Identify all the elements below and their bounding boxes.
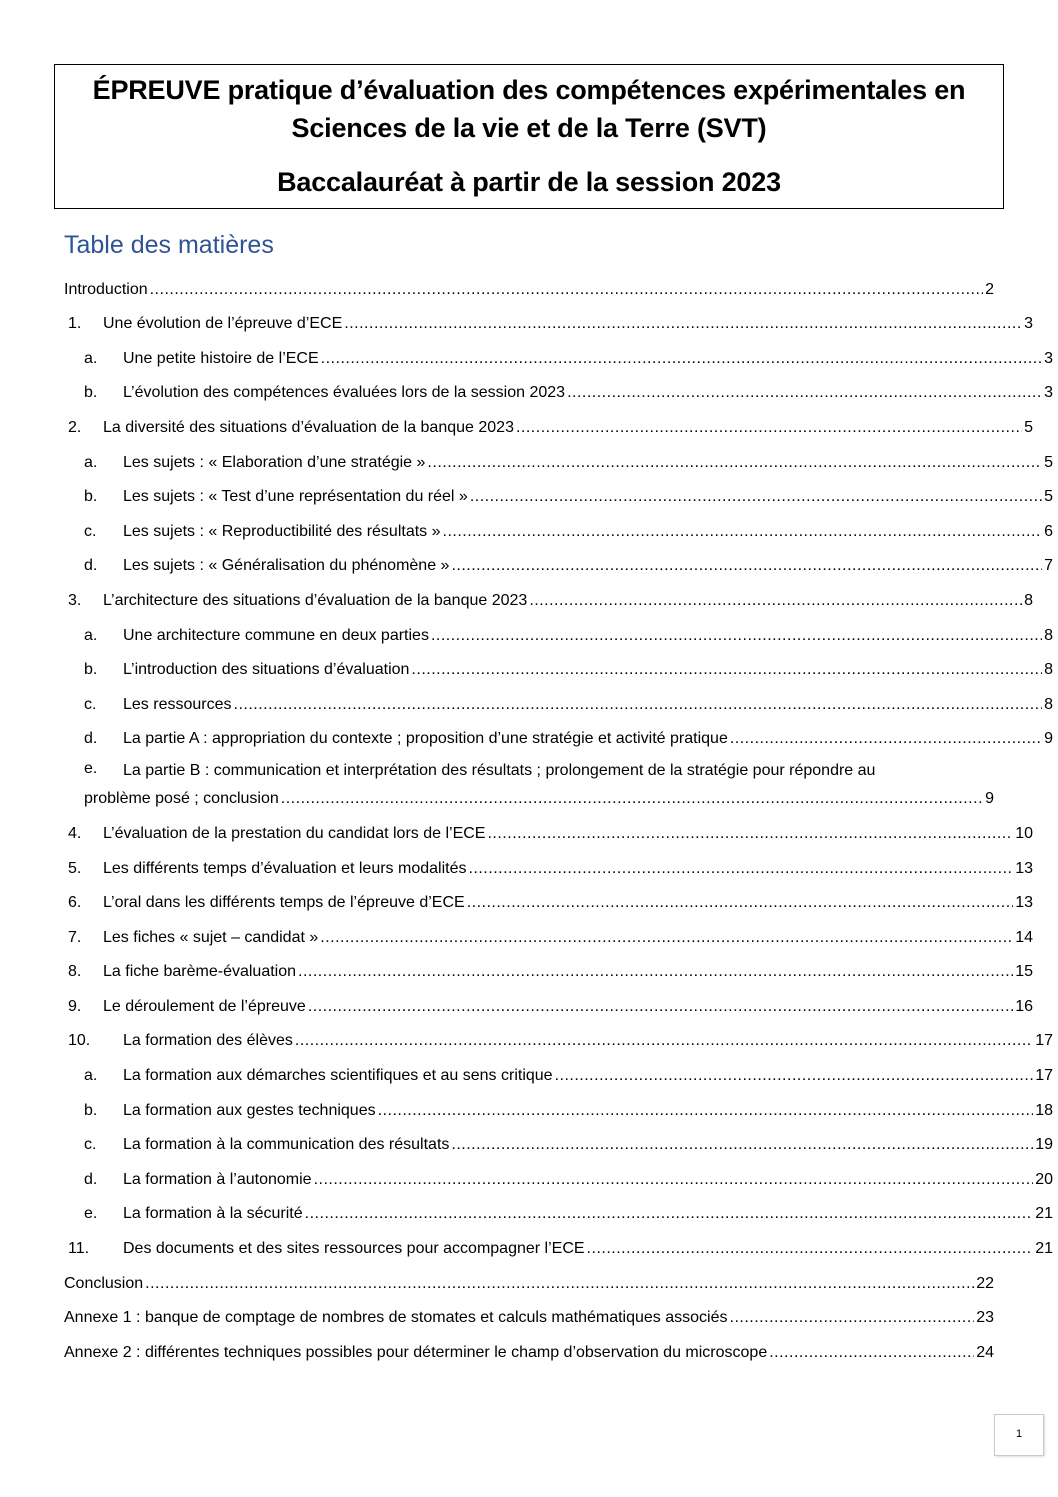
toc-leader-dots bbox=[730, 1309, 975, 1327]
toc-entry-number: 2. bbox=[68, 418, 82, 436]
toc-entry-page: 14 bbox=[1015, 928, 1033, 946]
toc-entry[interactable] bbox=[64, 439, 1053, 474]
toc-entry-number: d. bbox=[84, 730, 98, 748]
toc-entry[interactable] bbox=[64, 1329, 994, 1364]
toc-entry-page: 9 bbox=[1044, 730, 1053, 748]
toc-entry-label: Annexe 1 : banque de comptage de nombres de stomates et calculs mathématiques associés bbox=[64, 1309, 728, 1327]
toc-leader-dots bbox=[470, 488, 1042, 506]
toc-entry-page: 21 bbox=[1035, 1240, 1053, 1258]
toc-entry-number: 3. bbox=[68, 591, 82, 609]
toc-entry[interactable] bbox=[64, 577, 1033, 612]
toc-entry-page: 15 bbox=[1015, 963, 1033, 981]
toc-entry-label: Une architecture commune en deux parties bbox=[123, 626, 429, 644]
toc-leader-dots bbox=[516, 419, 1022, 437]
toc-entry-label: Les ressources bbox=[123, 695, 232, 713]
toc-entry-page: 16 bbox=[1015, 997, 1033, 1015]
toc-entry-label: Les différents temps d’évaluation et leurs modalités bbox=[103, 859, 467, 877]
toc-leader-dots bbox=[468, 860, 1013, 878]
toc-leader-dots bbox=[344, 315, 1022, 333]
toc-entry[interactable] bbox=[64, 647, 1053, 682]
toc-leader-dots bbox=[281, 790, 983, 808]
toc-leader-dots bbox=[234, 696, 1043, 714]
toc-entry-label: L’architecture des situations d’évaluation de la banque 2023 bbox=[103, 591, 528, 609]
toc-entry[interactable] bbox=[64, 508, 1053, 543]
toc-entry[interactable] bbox=[64, 1052, 1053, 1087]
toc-entry-number: 4. bbox=[68, 824, 82, 842]
toc-entry-label: Conclusion bbox=[64, 1274, 144, 1292]
toc-entry-number: c. bbox=[84, 1136, 97, 1154]
toc-entry-label: La fiche barème-évaluation bbox=[103, 963, 297, 981]
toc-entry-page: 9 bbox=[985, 790, 994, 808]
toc-leader-dots bbox=[769, 1344, 974, 1362]
toc-entry-page: 18 bbox=[1035, 1101, 1053, 1119]
toc-entry-number: a. bbox=[84, 349, 98, 367]
toc-entry[interactable] bbox=[64, 370, 1053, 405]
toc-entry-number: e. bbox=[84, 760, 98, 778]
title-line-2: Sciences de la vie et de la Terre (SVT) bbox=[291, 113, 767, 143]
toc-entry-label: Les sujets : « Reproductibilité des résultats » bbox=[123, 522, 441, 540]
toc-entry-label: Les sujets : « Test d’une représentation du réel » bbox=[123, 488, 468, 506]
toc-entry-page: 20 bbox=[1035, 1170, 1053, 1188]
toc-leader-dots bbox=[587, 1240, 1034, 1258]
toc-entry[interactable] bbox=[64, 983, 1033, 1018]
toc-entry-number: d. bbox=[84, 1170, 98, 1188]
toc-entry-number: 9. bbox=[68, 997, 82, 1015]
title-line-1: ÉPREUVE pratique d’évaluation des compétences expérimentales en bbox=[92, 75, 966, 105]
toc-leader-dots bbox=[295, 1032, 1033, 1050]
toc-entry-page: 5 bbox=[1044, 488, 1053, 506]
toc-entry-label-continued: problème posé ; conclusion bbox=[84, 790, 279, 808]
toc-entry-label: La formation à la sécurité bbox=[123, 1205, 303, 1223]
toc-entry-label: L’évaluation de la prestation du candidat lors de l’ECE bbox=[103, 824, 486, 842]
table-of-contents bbox=[64, 266, 1053, 1364]
toc-leader-dots bbox=[730, 730, 1042, 748]
toc-entry-number: 6. bbox=[68, 894, 82, 912]
toc-entry-page: 5 bbox=[1044, 453, 1053, 471]
toc-entry-page: 6 bbox=[1044, 522, 1053, 540]
toc-leader-dots bbox=[305, 1205, 1034, 1223]
toc-entry-page: 5 bbox=[1024, 418, 1033, 436]
toc-entry-label: La formation à l’autonomie bbox=[123, 1170, 312, 1188]
toc-entry-label: Le déroulement de l’épreuve bbox=[103, 997, 306, 1015]
toc-entry[interactable] bbox=[64, 1295, 994, 1330]
toc-leader-dots bbox=[320, 929, 1013, 947]
toc-entry-page: 8 bbox=[1024, 591, 1033, 609]
toc-leader-dots bbox=[431, 627, 1042, 645]
toc-leader-dots bbox=[378, 1102, 1034, 1120]
toc-entry-label: Annexe 2 : différentes techniques possibles pour déterminer le champ d’observation du microscope bbox=[64, 1343, 768, 1361]
toc-entry-label: Les sujets : « Elaboration d’une stratégie » bbox=[123, 453, 426, 471]
toc-entry[interactable] bbox=[64, 810, 1033, 845]
toc-entry[interactable] bbox=[64, 1122, 1053, 1157]
toc-entry[interactable] bbox=[64, 750, 994, 810]
toc-entry-label: Introduction bbox=[64, 280, 148, 298]
toc-entry-label: La formation aux gestes techniques bbox=[123, 1101, 376, 1119]
toc-leader-dots bbox=[555, 1067, 1034, 1085]
toc-entry-page: 21 bbox=[1035, 1205, 1053, 1223]
toc-entry-page: 17 bbox=[1035, 1032, 1053, 1050]
toc-entry-number: 11. bbox=[68, 1240, 90, 1258]
toc-entry-label: L’oral dans les différents temps de l’épreuve d’ECE bbox=[103, 894, 465, 912]
toc-entry[interactable] bbox=[64, 1018, 1053, 1053]
toc-entry-label: Les sujets : « Généralisation du phénomène » bbox=[123, 557, 450, 575]
toc-entry-label: Les fiches « sujet – candidat » bbox=[103, 928, 319, 946]
toc-entry-label: La diversité des situations d’évaluation de la banque 2023 bbox=[103, 418, 514, 436]
toc-entry-page: 8 bbox=[1044, 626, 1053, 644]
toc-entry-number: b. bbox=[84, 488, 98, 506]
toc-entry-label: Une évolution de l’épreuve d’ECE bbox=[103, 315, 343, 333]
toc-entry-label: Des documents et des sites ressources pour accompagner l’ECE bbox=[123, 1240, 585, 1258]
toc-entry[interactable] bbox=[64, 949, 1033, 984]
toc-entry-page: 22 bbox=[976, 1274, 994, 1292]
toc-entry[interactable] bbox=[64, 335, 1053, 370]
toc-entry[interactable] bbox=[64, 301, 1033, 336]
toc-entry-page: 8 bbox=[1044, 695, 1053, 713]
toc-leader-dots bbox=[451, 557, 1042, 575]
toc-entry-page: 23 bbox=[976, 1309, 994, 1327]
toc-leader-dots bbox=[529, 592, 1022, 610]
toc-entry-label: La partie A : appropriation du contexte ; proposition d’une stratégie et activité pratique bbox=[123, 730, 728, 748]
toc-entry-page: 24 bbox=[976, 1343, 994, 1361]
toc-entry-page: 7 bbox=[1044, 557, 1053, 575]
toc-entry[interactable] bbox=[64, 1191, 1053, 1226]
toc-entry[interactable] bbox=[64, 845, 1033, 880]
toc-entry-page: 17 bbox=[1035, 1067, 1053, 1085]
toc-entry-number: c. bbox=[84, 695, 97, 713]
toc-leader-dots bbox=[443, 523, 1043, 541]
toc-entry-number: a. bbox=[84, 453, 98, 471]
toc-leader-dots bbox=[298, 963, 1013, 981]
toc-entry-number: b. bbox=[84, 384, 98, 402]
toc-entry-page: 10 bbox=[1015, 824, 1033, 842]
toc-entry-number: c. bbox=[84, 522, 97, 540]
toc-entry-label: La formation aux démarches scientifiques et au sens critique bbox=[123, 1067, 553, 1085]
toc-leader-dots bbox=[487, 825, 1013, 843]
toc-entry-label: Une petite histoire de l’ECE bbox=[123, 349, 319, 367]
toc-entry-page: 13 bbox=[1015, 894, 1033, 912]
toc-entry-label: L’introduction des situations d’évaluation bbox=[123, 661, 410, 679]
toc-entry-number: d. bbox=[84, 557, 98, 575]
toc-entry[interactable] bbox=[64, 914, 1033, 949]
toc-entry-number: b. bbox=[84, 661, 98, 679]
toc-leader-dots bbox=[451, 1136, 1033, 1154]
toc-entry-page: 8 bbox=[1044, 661, 1053, 679]
toc-entry[interactable] bbox=[64, 716, 1053, 751]
toc-entry[interactable] bbox=[64, 612, 1053, 647]
toc-leader-dots bbox=[308, 998, 1013, 1016]
toc-entry-number: a. bbox=[84, 626, 98, 644]
toc-entry[interactable] bbox=[64, 880, 1033, 915]
document-title-box bbox=[54, 64, 1004, 209]
toc-entry-number: 7. bbox=[68, 928, 82, 946]
toc-entry[interactable] bbox=[64, 1156, 1053, 1191]
toc-leader-dots bbox=[145, 1275, 974, 1293]
toc-entry[interactable] bbox=[64, 1225, 1053, 1260]
toc-leader-dots bbox=[314, 1171, 1034, 1189]
toc-entry[interactable] bbox=[64, 543, 1053, 578]
toc-entry[interactable] bbox=[64, 1087, 1053, 1122]
toc-leader-dots bbox=[150, 281, 983, 299]
toc-entry[interactable] bbox=[64, 266, 994, 301]
toc-entry-number: e. bbox=[84, 1205, 98, 1223]
toc-entry-page: 19 bbox=[1035, 1136, 1053, 1154]
toc-leader-dots bbox=[567, 384, 1042, 402]
toc-entry-number: 10. bbox=[68, 1032, 91, 1050]
toc-entry-page: 3 bbox=[1044, 349, 1053, 367]
toc-entry-label: La formation des élèves bbox=[123, 1032, 293, 1050]
toc-entry-number: 5. bbox=[68, 859, 82, 877]
toc-entry[interactable] bbox=[64, 474, 1053, 509]
toc-entry[interactable] bbox=[64, 404, 1033, 439]
toc-entry-number: a. bbox=[84, 1067, 98, 1085]
toc-entry-page: 13 bbox=[1015, 859, 1033, 877]
toc-entry-number: 8. bbox=[68, 963, 82, 981]
toc-entry-number: 1. bbox=[68, 315, 82, 333]
title-line-3: Baccalauréat à partir de la session 2023 bbox=[277, 167, 781, 197]
toc-entry-label: La partie B : communication et interprétation des résultats ; prolongement de la stratégie pour répondre au bbox=[123, 762, 876, 780]
toc-entry[interactable] bbox=[64, 1260, 994, 1295]
toc-entry-page: 3 bbox=[1044, 384, 1053, 402]
toc-entry[interactable] bbox=[64, 681, 1053, 716]
page-number: 1 bbox=[994, 1414, 1044, 1456]
toc-entry-page: 2 bbox=[985, 280, 994, 298]
toc-leader-dots bbox=[411, 661, 1042, 679]
toc-entry-page: 3 bbox=[1024, 315, 1033, 333]
toc-leader-dots bbox=[467, 894, 1014, 912]
toc-heading: Table des matières bbox=[64, 231, 274, 259]
toc-leader-dots bbox=[321, 350, 1042, 368]
toc-leader-dots bbox=[427, 454, 1042, 472]
toc-entry-number: b. bbox=[84, 1101, 98, 1119]
toc-entry-label: L’évolution des compétences évaluées lors de la session 2023 bbox=[123, 384, 566, 402]
toc-entry-label: La formation à la communication des résultats bbox=[123, 1136, 450, 1154]
